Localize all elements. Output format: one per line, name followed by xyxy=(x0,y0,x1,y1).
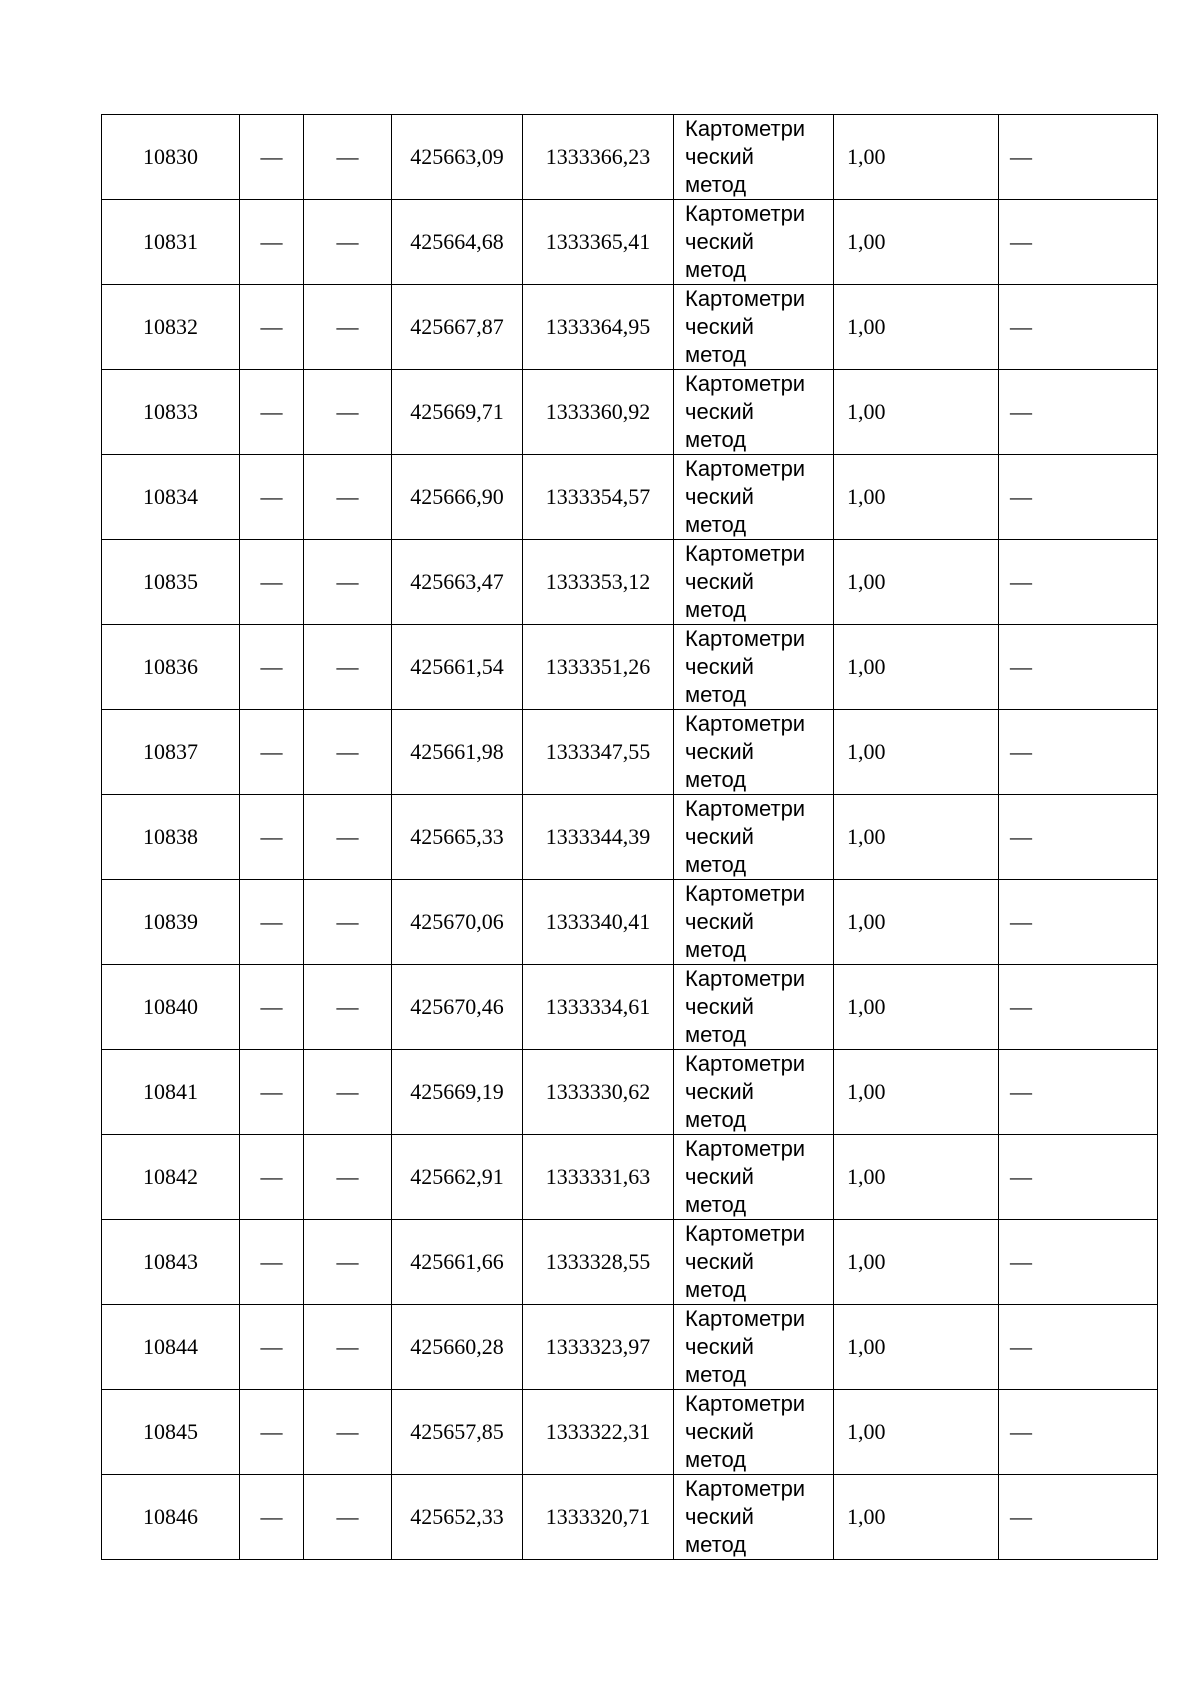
method-text-line: Картометри xyxy=(685,626,806,651)
method-cell xyxy=(674,625,834,710)
table-row xyxy=(102,115,1158,200)
description-cell: — xyxy=(999,455,1158,540)
y-coordinate-cell: 1333340,41 xyxy=(523,880,674,965)
method-text-line: метод xyxy=(685,1447,747,1472)
method-text-line: Картометри xyxy=(685,1391,806,1416)
method-cell xyxy=(674,1220,834,1305)
method-text-line: ческий xyxy=(685,739,754,764)
table-body xyxy=(102,115,1158,1560)
method-text-line: ческий xyxy=(685,314,754,339)
point-number-cell: 10839 xyxy=(102,880,240,965)
accuracy-cell: 1,00 xyxy=(834,1390,999,1475)
method-text-line: ческий xyxy=(685,824,754,849)
accuracy-cell: 1,00 xyxy=(834,1220,999,1305)
x-coordinate-cell: 425657,85 xyxy=(392,1390,523,1475)
method-text-line: метод xyxy=(685,512,747,537)
old-x-cell: — xyxy=(240,1220,304,1305)
y-coordinate-cell: 1333360,92 xyxy=(523,370,674,455)
accuracy-cell: 1,00 xyxy=(834,115,999,200)
accuracy-cell: 1,00 xyxy=(834,540,999,625)
description-cell: — xyxy=(999,1050,1158,1135)
point-number-cell: 10842 xyxy=(102,1135,240,1220)
accuracy-cell: 1,00 xyxy=(834,710,999,795)
point-number-cell: 10844 xyxy=(102,1305,240,1390)
method-text-line: метод xyxy=(685,342,747,367)
method-cell xyxy=(674,1390,834,1475)
description-cell: — xyxy=(999,370,1158,455)
x-coordinate-cell: 425663,47 xyxy=(392,540,523,625)
method-text-line: Картометри xyxy=(685,1306,806,1331)
coordinates-table xyxy=(101,114,1158,1560)
y-coordinate-cell: 1333334,61 xyxy=(523,965,674,1050)
description-cell: — xyxy=(999,1390,1158,1475)
point-number-cell: 10836 xyxy=(102,625,240,710)
old-x-cell: — xyxy=(240,1390,304,1475)
method-cell xyxy=(674,710,834,795)
point-number-cell: 10840 xyxy=(102,965,240,1050)
table-row xyxy=(102,1135,1158,1220)
table-row xyxy=(102,710,1158,795)
accuracy-cell: 1,00 xyxy=(834,1305,999,1390)
old-y-cell: — xyxy=(304,880,392,965)
method-text-line: Картометри xyxy=(685,456,806,481)
method-text-line: метод xyxy=(685,1362,747,1387)
method-cell xyxy=(674,1475,834,1560)
y-coordinate-cell: 1333354,57 xyxy=(523,455,674,540)
point-number-cell: 10833 xyxy=(102,370,240,455)
old-x-cell: — xyxy=(240,540,304,625)
method-cell xyxy=(674,1135,834,1220)
table-row xyxy=(102,370,1158,455)
description-cell: — xyxy=(999,200,1158,285)
method-text-line: Картометри xyxy=(685,1051,806,1076)
method-text-line: метод xyxy=(685,257,747,282)
accuracy-cell: 1,00 xyxy=(834,795,999,880)
old-y-cell: — xyxy=(304,965,392,1050)
method-text-line: Картометри xyxy=(685,541,806,566)
old-y-cell: — xyxy=(304,1475,392,1560)
point-number-cell: 10845 xyxy=(102,1390,240,1475)
accuracy-cell: 1,00 xyxy=(834,625,999,710)
table-row xyxy=(102,1475,1158,1560)
method-text-line: метод xyxy=(685,1532,747,1557)
point-number-cell: 10838 xyxy=(102,795,240,880)
x-coordinate-cell: 425664,68 xyxy=(392,200,523,285)
y-coordinate-cell: 1333328,55 xyxy=(523,1220,674,1305)
old-x-cell: — xyxy=(240,880,304,965)
method-text-line: ческий xyxy=(685,144,754,169)
x-coordinate-cell: 425667,87 xyxy=(392,285,523,370)
old-x-cell: — xyxy=(240,965,304,1050)
method-text-line: ческий xyxy=(685,1249,754,1274)
method-text-line: ческий xyxy=(685,484,754,509)
method-text-line: ческий xyxy=(685,994,754,1019)
accuracy-cell: 1,00 xyxy=(834,370,999,455)
description-cell: — xyxy=(999,1220,1158,1305)
x-coordinate-cell: 425663,09 xyxy=(392,115,523,200)
old-x-cell: — xyxy=(240,455,304,540)
y-coordinate-cell: 1333331,63 xyxy=(523,1135,674,1220)
accuracy-cell: 1,00 xyxy=(834,1050,999,1135)
method-cell xyxy=(674,200,834,285)
point-number-cell: 10832 xyxy=(102,285,240,370)
old-x-cell: — xyxy=(240,370,304,455)
old-y-cell: — xyxy=(304,115,392,200)
description-cell: — xyxy=(999,880,1158,965)
method-text-line: ческий xyxy=(685,569,754,594)
method-text-line: Картометри xyxy=(685,711,806,736)
accuracy-cell: 1,00 xyxy=(834,200,999,285)
old-y-cell: — xyxy=(304,455,392,540)
x-coordinate-cell: 425662,91 xyxy=(392,1135,523,1220)
y-coordinate-cell: 1333353,12 xyxy=(523,540,674,625)
method-text-line: Картометри xyxy=(685,1136,806,1161)
method-cell xyxy=(674,540,834,625)
method-text-line: ческий xyxy=(685,909,754,934)
old-x-cell: — xyxy=(240,710,304,795)
old-x-cell: — xyxy=(240,285,304,370)
y-coordinate-cell: 1333365,41 xyxy=(523,200,674,285)
method-text-line: ческий xyxy=(685,1079,754,1104)
old-x-cell: — xyxy=(240,115,304,200)
old-x-cell: — xyxy=(240,1305,304,1390)
x-coordinate-cell: 425666,90 xyxy=(392,455,523,540)
description-cell: — xyxy=(999,1475,1158,1560)
old-x-cell: — xyxy=(240,625,304,710)
old-y-cell: — xyxy=(304,200,392,285)
point-number-cell: 10830 xyxy=(102,115,240,200)
y-coordinate-cell: 1333330,62 xyxy=(523,1050,674,1135)
y-coordinate-cell: 1333320,71 xyxy=(523,1475,674,1560)
old-y-cell: — xyxy=(304,1305,392,1390)
description-cell: — xyxy=(999,1135,1158,1220)
old-x-cell: — xyxy=(240,1135,304,1220)
old-y-cell: — xyxy=(304,370,392,455)
method-text-line: Картометри xyxy=(685,201,806,226)
old-y-cell: — xyxy=(304,1220,392,1305)
point-number-cell: 10843 xyxy=(102,1220,240,1305)
method-text-line: ческий xyxy=(685,229,754,254)
method-text-line: ческий xyxy=(685,1419,754,1444)
old-y-cell: — xyxy=(304,1390,392,1475)
old-x-cell: — xyxy=(240,795,304,880)
x-coordinate-cell: 425669,19 xyxy=(392,1050,523,1135)
x-coordinate-cell: 425670,06 xyxy=(392,880,523,965)
method-text-line: метод xyxy=(685,937,747,962)
accuracy-cell: 1,00 xyxy=(834,965,999,1050)
method-text-line: ческий xyxy=(685,1504,754,1529)
method-text-line: Картометри xyxy=(685,116,806,141)
method-cell xyxy=(674,880,834,965)
table-row xyxy=(102,795,1158,880)
old-y-cell: — xyxy=(304,710,392,795)
description-cell: — xyxy=(999,540,1158,625)
method-text-line: метод xyxy=(685,1192,747,1217)
x-coordinate-cell: 425661,66 xyxy=(392,1220,523,1305)
description-cell: — xyxy=(999,965,1158,1050)
x-coordinate-cell: 425670,46 xyxy=(392,965,523,1050)
method-text-line: метод xyxy=(685,427,747,452)
table-row xyxy=(102,965,1158,1050)
table-row xyxy=(102,1305,1158,1390)
point-number-cell: 10837 xyxy=(102,710,240,795)
table-row xyxy=(102,455,1158,540)
old-x-cell: — xyxy=(240,200,304,285)
method-text-line: метод xyxy=(685,767,747,792)
method-text-line: ческий xyxy=(685,399,754,424)
x-coordinate-cell: 425661,54 xyxy=(392,625,523,710)
table-row xyxy=(102,880,1158,965)
y-coordinate-cell: 1333347,55 xyxy=(523,710,674,795)
description-cell: — xyxy=(999,115,1158,200)
method-cell xyxy=(674,1050,834,1135)
method-text-line: ческий xyxy=(685,1164,754,1189)
method-text-line: Картометри xyxy=(685,286,806,311)
method-cell xyxy=(674,795,834,880)
point-number-cell: 10841 xyxy=(102,1050,240,1135)
table-row xyxy=(102,1390,1158,1475)
old-y-cell: — xyxy=(304,795,392,880)
old-x-cell: — xyxy=(240,1050,304,1135)
description-cell: — xyxy=(999,625,1158,710)
method-cell xyxy=(674,370,834,455)
x-coordinate-cell: 425661,98 xyxy=(392,710,523,795)
method-text-line: ческий xyxy=(685,1334,754,1359)
method-text-line: метод xyxy=(685,1022,747,1047)
accuracy-cell: 1,00 xyxy=(834,285,999,370)
old-y-cell: — xyxy=(304,1135,392,1220)
method-cell xyxy=(674,285,834,370)
description-cell: — xyxy=(999,285,1158,370)
old-y-cell: — xyxy=(304,1050,392,1135)
method-text-line: ческий xyxy=(685,654,754,679)
method-text-line: Картометри xyxy=(685,1476,806,1501)
accuracy-cell: 1,00 xyxy=(834,455,999,540)
point-number-cell: 10846 xyxy=(102,1475,240,1560)
method-cell xyxy=(674,1305,834,1390)
method-text-line: Картометри xyxy=(685,966,806,991)
method-text-line: Картометри xyxy=(685,796,806,821)
table-row xyxy=(102,625,1158,710)
accuracy-cell: 1,00 xyxy=(834,1475,999,1560)
method-text-line: метод xyxy=(685,1107,747,1132)
method-text-line: Картометри xyxy=(685,1221,806,1246)
y-coordinate-cell: 1333323,97 xyxy=(523,1305,674,1390)
point-number-cell: 10831 xyxy=(102,200,240,285)
method-cell xyxy=(674,965,834,1050)
y-coordinate-cell: 1333366,23 xyxy=(523,115,674,200)
y-coordinate-cell: 1333351,26 xyxy=(523,625,674,710)
x-coordinate-cell: 425665,33 xyxy=(392,795,523,880)
method-cell xyxy=(674,455,834,540)
description-cell: — xyxy=(999,710,1158,795)
x-coordinate-cell: 425660,28 xyxy=(392,1305,523,1390)
description-cell: — xyxy=(999,1305,1158,1390)
description-cell: — xyxy=(999,795,1158,880)
table-row xyxy=(102,1220,1158,1305)
old-y-cell: — xyxy=(304,625,392,710)
method-text-line: метод xyxy=(685,1277,747,1302)
table-row xyxy=(102,200,1158,285)
method-text-line: метод xyxy=(685,682,747,707)
y-coordinate-cell: 1333364,95 xyxy=(523,285,674,370)
table-row xyxy=(102,1050,1158,1135)
point-number-cell: 10834 xyxy=(102,455,240,540)
x-coordinate-cell: 425652,33 xyxy=(392,1475,523,1560)
method-text-line: метод xyxy=(685,172,747,197)
accuracy-cell: 1,00 xyxy=(834,1135,999,1220)
method-text-line: Картометри xyxy=(685,881,806,906)
method-cell xyxy=(674,115,834,200)
x-coordinate-cell: 425669,71 xyxy=(392,370,523,455)
method-text-line: Картометри xyxy=(685,371,806,396)
method-text-line: метод xyxy=(685,597,747,622)
old-y-cell: — xyxy=(304,540,392,625)
old-y-cell: — xyxy=(304,285,392,370)
point-number-cell: 10835 xyxy=(102,540,240,625)
method-text-line: метод xyxy=(685,852,747,877)
old-x-cell: — xyxy=(240,1475,304,1560)
table-row xyxy=(102,285,1158,370)
y-coordinate-cell: 1333322,31 xyxy=(523,1390,674,1475)
accuracy-cell: 1,00 xyxy=(834,880,999,965)
table-row xyxy=(102,540,1158,625)
y-coordinate-cell: 1333344,39 xyxy=(523,795,674,880)
